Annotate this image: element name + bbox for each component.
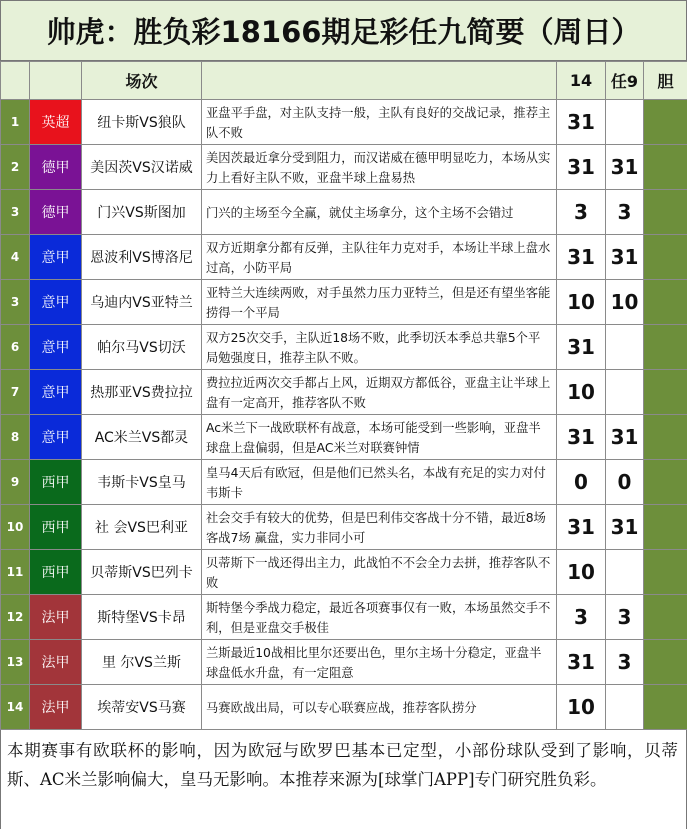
pick-dan — [644, 415, 687, 460]
page-title: 帅虎：胜负彩18166期足彩任九简要（周日） — [0, 0, 687, 61]
header-index — [1, 62, 30, 100]
pick-r9: 3 — [606, 640, 644, 685]
pick-dan — [644, 460, 687, 505]
league-badge: 德甲 — [30, 190, 82, 235]
match-note: 费拉拉近两次交手都占上风，近期双方都低谷，亚盘主让半球上盘有一定高开，推荐客队不败 — [202, 370, 557, 415]
league-badge: 德甲 — [30, 145, 82, 190]
pick-r9: 10 — [606, 280, 644, 325]
pick-r9 — [606, 325, 644, 370]
pick-r9: 31 — [606, 505, 644, 550]
pick-dan — [644, 370, 687, 415]
pick-14: 31 — [557, 145, 606, 190]
match-name: AC米兰VS都灵 — [82, 415, 202, 460]
footer-note: 本期赛事有欧联杯的影响，因为欧冠与欧罗巴基本已定型，小部份球队受到了影响，贝蒂斯、AC米兰影响偏大，皇马无影响。本推荐来源为[球掌门APP]专门研究胜负彩。 — [0, 730, 687, 829]
table-row — [1, 190, 687, 235]
pick-14: 10 — [557, 685, 606, 730]
pick-14: 0 — [557, 460, 606, 505]
league-badge: 法甲 — [30, 685, 82, 730]
match-note: 社会交手有较大的优势，但是巴利伟交客战十分不错，最近8场客战7场 赢盘，实力非同小可 — [202, 505, 557, 550]
match-note: 双方25次交手，主队近18场不败，此季切沃本季总共靠5个平局勉强度日，推荐主队不败。 — [202, 325, 557, 370]
pick-14: 3 — [557, 595, 606, 640]
match-name: 恩波利VS博洛尼 — [82, 235, 202, 280]
pick-14: 31 — [557, 100, 606, 145]
table-row — [1, 640, 687, 685]
table-row — [1, 370, 687, 415]
match-note: 皇马4天后有欧冠，但是他们已然头名，本战有充足的实力对付韦斯卡 — [202, 460, 557, 505]
match-name: 热那亚VS费拉拉 — [82, 370, 202, 415]
row-index: 13 — [1, 640, 30, 685]
league-badge: 法甲 — [30, 595, 82, 640]
match-name: 乌迪内VS亚特兰 — [82, 280, 202, 325]
pick-dan — [644, 280, 687, 325]
row-index: 9 — [1, 460, 30, 505]
row-index: 6 — [1, 325, 30, 370]
pick-dan — [644, 190, 687, 235]
pick-r9 — [606, 685, 644, 730]
pick-14: 31 — [557, 415, 606, 460]
predictions-table — [0, 61, 687, 730]
league-badge: 西甲 — [30, 460, 82, 505]
pick-dan — [644, 325, 687, 370]
table-row — [1, 685, 687, 730]
pick-r9: 0 — [606, 460, 644, 505]
match-name: 帕尔马VS切沃 — [82, 325, 202, 370]
pick-14: 31 — [557, 235, 606, 280]
league-badge: 意甲 — [30, 235, 82, 280]
pick-r9 — [606, 550, 644, 595]
row-index: 1 — [1, 100, 30, 145]
match-name: 美因茨VS汉诺威 — [82, 145, 202, 190]
row-index: 11 — [1, 550, 30, 595]
pick-14: 31 — [557, 640, 606, 685]
pick-14: 31 — [557, 325, 606, 370]
pick-14: 10 — [557, 280, 606, 325]
pick-r9: 31 — [606, 415, 644, 460]
pick-dan — [644, 640, 687, 685]
match-name: 斯特堡VS卡昂 — [82, 595, 202, 640]
pick-dan — [644, 505, 687, 550]
match-name: 埃蒂安VS马赛 — [82, 685, 202, 730]
table-row — [1, 550, 687, 595]
pick-14: 31 — [557, 505, 606, 550]
table-header — [1, 62, 687, 100]
header-note — [202, 62, 557, 100]
pick-r9: 3 — [606, 190, 644, 235]
table-row — [1, 145, 687, 190]
table-row — [1, 415, 687, 460]
match-name: 里 尔VS兰斯 — [82, 640, 202, 685]
league-badge: 西甲 — [30, 550, 82, 595]
pick-14: 10 — [557, 550, 606, 595]
pick-14: 10 — [557, 370, 606, 415]
table-row — [1, 460, 687, 505]
match-name: 韦斯卡VS皇马 — [82, 460, 202, 505]
pick-14: 3 — [557, 190, 606, 235]
pick-dan — [644, 550, 687, 595]
match-name: 门兴VS斯图加 — [82, 190, 202, 235]
match-note: 门兴的主场至今全赢，就仗主场拿分，这个主场不会错过 — [202, 190, 557, 235]
row-index: 4 — [1, 235, 30, 280]
row-index: 12 — [1, 595, 30, 640]
league-badge: 意甲 — [30, 370, 82, 415]
pick-r9 — [606, 370, 644, 415]
header-match: 场次 — [82, 62, 202, 100]
league-badge: 意甲 — [30, 415, 82, 460]
match-note: 亚盘平手盘，对主队支持一般，主队有良好的交战记录，推荐主队不败 — [202, 100, 557, 145]
header-r9: 任9 — [606, 62, 644, 100]
league-badge: 西甲 — [30, 505, 82, 550]
match-name: 纽卡斯VS狼队 — [82, 100, 202, 145]
match-note: 兰斯最近10战相比里尔还要出色，里尔主场十分稳定，亚盘半球盘低水升盘，有一定阻意 — [202, 640, 557, 685]
table-row — [1, 595, 687, 640]
row-index: 14 — [1, 685, 30, 730]
match-note: 马赛欧战出局，可以专心联赛应战，推荐客队捞分 — [202, 685, 557, 730]
match-note: 美因茨最近拿分受到阻力，而汉诺威在德甲明显吃力，本场从实力上看好主队不败，亚盘半球上盘易热 — [202, 145, 557, 190]
league-badge: 法甲 — [30, 640, 82, 685]
table-row — [1, 280, 687, 325]
pick-r9 — [606, 100, 644, 145]
row-index: 2 — [1, 145, 30, 190]
match-note: 亚特兰大连续两败，对手虽然力压力亚特兰，但是还有望坐客能捞得一个平局 — [202, 280, 557, 325]
pick-r9: 31 — [606, 145, 644, 190]
table-row — [1, 100, 687, 145]
league-badge: 意甲 — [30, 280, 82, 325]
match-note: 斯特堡今季战力稳定，最近各项赛事仅有一败，本场虽然交手不利，但是亚盘交手极佳 — [202, 595, 557, 640]
row-index: 8 — [1, 415, 30, 460]
row-index: 3 — [1, 280, 30, 325]
match-note: 贝蒂斯下一战还得出主力，此战怕不不会全力去拼，推荐客队不败 — [202, 550, 557, 595]
match-name: 贝蒂斯VS巴列卡 — [82, 550, 202, 595]
header-dan: 胆 — [644, 62, 687, 100]
table-row — [1, 505, 687, 550]
match-note: Ac米兰下一战欧联杯有战意，本场可能受到一些影响，亚盘半球盘上盘偏弱，但是AC米兰对联赛钟情 — [202, 415, 557, 460]
league-badge: 意甲 — [30, 325, 82, 370]
match-note: 双方近期拿分都有反弹，主队往年力克对手，本场让半球上盘水过高，小防平局 — [202, 235, 557, 280]
header-league — [30, 62, 82, 100]
league-badge: 英超 — [30, 100, 82, 145]
header-p14: 14 — [557, 62, 606, 100]
pick-dan — [644, 235, 687, 280]
row-index: 10 — [1, 505, 30, 550]
table-body — [1, 100, 687, 730]
pick-r9: 3 — [606, 595, 644, 640]
pick-r9: 31 — [606, 235, 644, 280]
pick-dan — [644, 685, 687, 730]
table-row — [1, 325, 687, 370]
row-index: 7 — [1, 370, 30, 415]
pick-dan — [644, 100, 687, 145]
match-name: 社 会VS巴利亚 — [82, 505, 202, 550]
row-index: 3 — [1, 190, 30, 235]
table-row — [1, 235, 687, 280]
pick-dan — [644, 595, 687, 640]
pick-dan — [644, 145, 687, 190]
